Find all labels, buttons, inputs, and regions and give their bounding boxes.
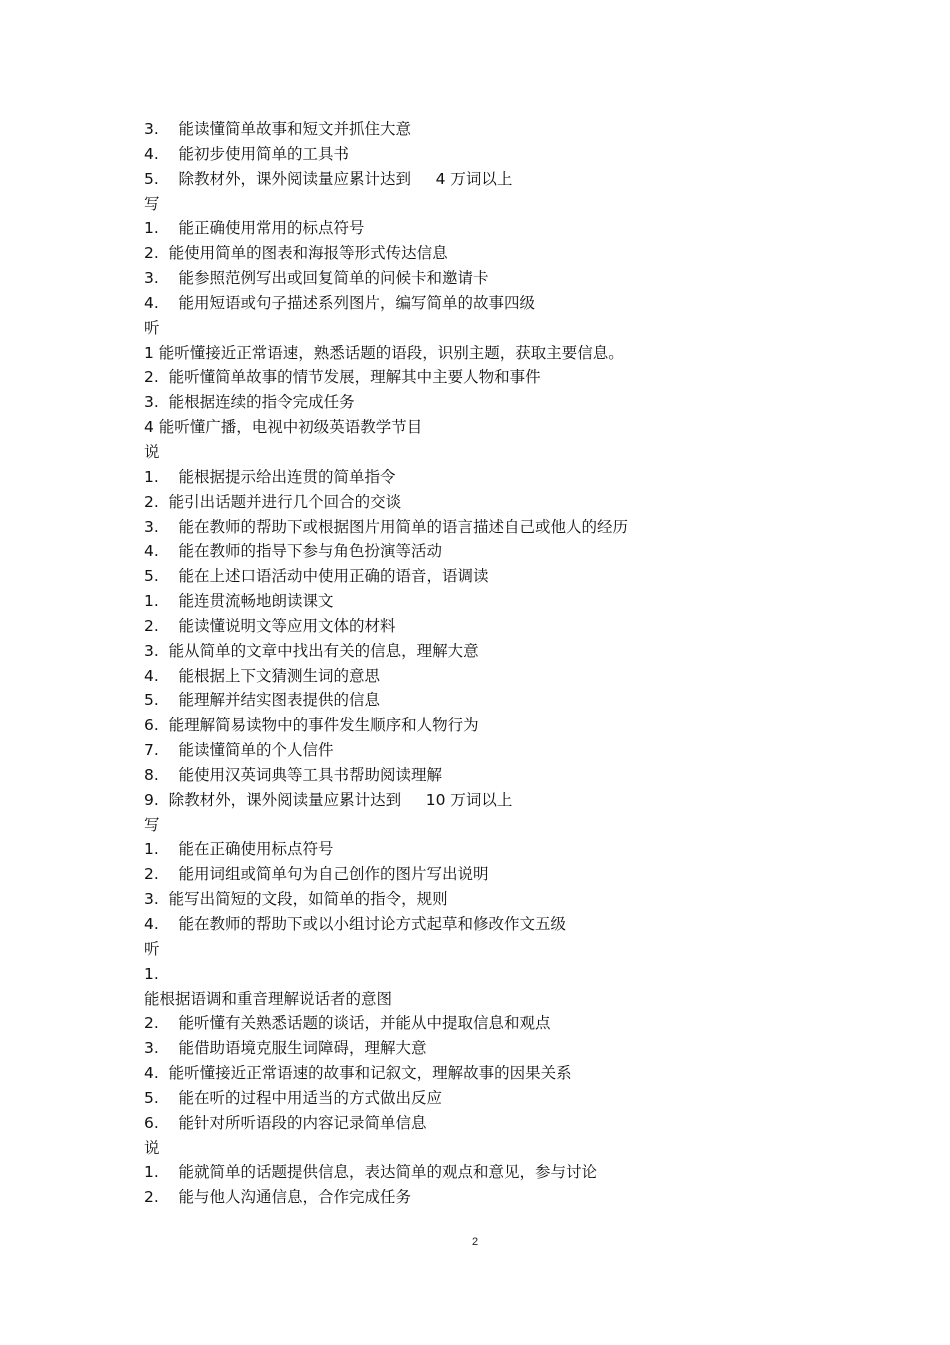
text-line: 4. 能用短语或句子描述系列图片，编写简单的故事四级 (144, 293, 535, 312)
text-line: 2. 能引出话题并进行几个回合的交谈 (144, 492, 402, 511)
text-line: 5. 能理解并结实图表提供的信息 (144, 691, 380, 710)
text-line: 3. 能在教师的帮助下或根据图片用简单的语言描述自己或他人的经历 (144, 517, 628, 536)
document-body (144, 117, 864, 1210)
text-line: 写 (144, 815, 160, 834)
text-line: 9. 除教材外，课外阅读量应累计达到 10 万词以上 (144, 790, 513, 809)
text-line: 1. 能就简单的话题提供信息，表达简单的观点和意见，参与讨论 (144, 1163, 597, 1182)
text-line: 1. 能连贯流畅地朗读课文 (144, 592, 334, 611)
text-line: 5. 能在上述口语活动中使用正确的语音，语调读 (144, 567, 489, 586)
text-line: 6. 能理解简易读物中的事件发生顺序和人物行为 (144, 716, 479, 735)
text-line: 2. 能使用简单的图表和海报等形式传达信息 (144, 244, 448, 263)
text-line: 说 (144, 442, 160, 461)
text-line: 听 (144, 318, 160, 337)
text-line: 1. 能在正确使用标点符号 (144, 840, 334, 859)
text-line: 4. 能听懂接近正常语速的故事和记叙文，理解故事的因果关系 (144, 1064, 572, 1083)
text-line: 说 (144, 1138, 160, 1157)
text-line: 4 能听懂广播，电视中初级英语教学节目 (144, 418, 423, 437)
text-line: 5. 能在听的过程中用适当的方式做出反应 (144, 1088, 442, 1107)
page-number: 2 (471, 1236, 479, 1248)
text-line: 1 能听懂接近正常语速，熟悉话题的语段，识别主题，获取主要信息。 (144, 343, 624, 362)
text-line: 3. 能参照范例写出或回复简单的问候卡和邀请卡 (144, 269, 489, 288)
text-line: 4. 能初步使用简单的工具书 (144, 144, 349, 163)
text-line: 2. 能用词组或简单句为自己创作的图片写出说明 (144, 865, 489, 884)
text-line: 4. 能在教师的帮助下或以小组讨论方式起草和修改作文五级 (144, 915, 566, 933)
text-line: 写 (144, 194, 160, 213)
text-line: 3. 能根据连续的指令完成任务 (144, 393, 355, 412)
text-line: 4. 能在教师的指导下参与角色扮演等活动 (144, 542, 442, 561)
text-line: 3. 能读懂简单故事和短文并抓住大意 (144, 120, 411, 138)
text-line: 2. 能听懂简单故事的情节发展，理解其中主要人物和事件 (144, 368, 541, 387)
text-line: 4. 能根据上下文猜测生词的意思 (144, 666, 380, 685)
text-line: 2. 能与他人沟通信息，合作完成任务 (144, 1188, 411, 1207)
text-line: 2. 能读懂说明文等应用文体的材料 (144, 616, 396, 635)
text-line: 2. 能听懂有关熟悉话题的谈话，并能从中提取信息和观点 (144, 1014, 551, 1033)
text-line: 6. 能针对所听语段的内容记录简单信息 (144, 1113, 427, 1132)
text-line: 3. 能从简单的文章中找出有关的信息，理解大意 (144, 641, 479, 660)
text-line: 5. 除教材外，课外阅读量应累计达到 4 万词以上 (144, 169, 513, 188)
text-line: 3. 能借助语境克服生词障碍，理解大意 (144, 1039, 427, 1058)
text-line: 听 (144, 939, 160, 958)
text-line: 1. 能根据提示给出连贯的简单指令 (144, 467, 396, 486)
text-line: 7. 能读懂简单的个人信件 (144, 741, 334, 760)
text-line: 1. 能正确使用常用的标点符号 (144, 219, 365, 238)
text-line: 8. 能使用汉英词典等工具书帮助阅读理解 (144, 765, 442, 784)
text-line: 1. (144, 964, 159, 983)
text-line: 3. 能写出简短的文段，如简单的指令，规则 (144, 890, 448, 909)
text-line: 能根据语调和重音理解说话者的意图 (144, 989, 393, 1008)
